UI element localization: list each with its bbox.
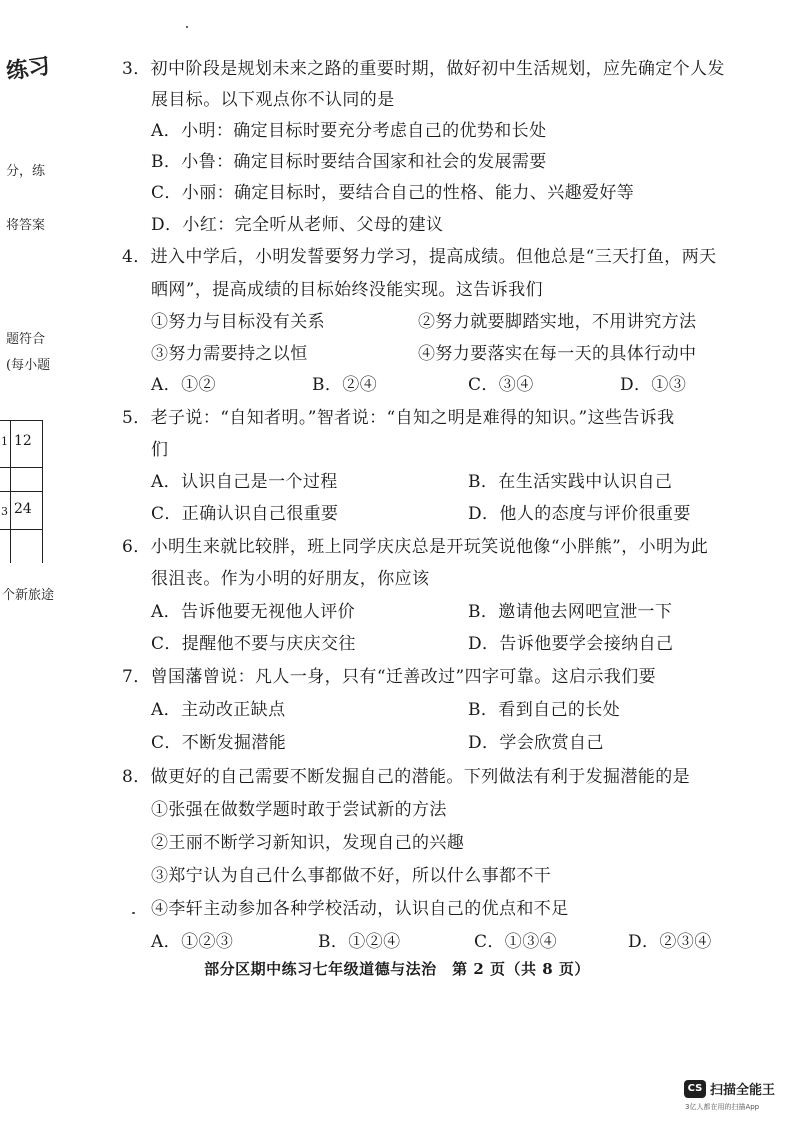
question-8-option-c: C．①③④ xyxy=(474,932,558,952)
question-4-statement: ②努力就要脚踏实地，不用讲究方法 xyxy=(418,312,697,332)
question-8-text: 8．做更好的自己需要不断发掘自己的潜能。下列做法有利于发掘潜能的是 xyxy=(122,767,691,787)
question-7-option-a: A．主动改正缺点 xyxy=(151,700,286,720)
table-cell: 12 xyxy=(14,433,32,449)
question-8-statement: ④李轩主动参加各种学校活动，认识自己的优点和不足 xyxy=(151,899,569,919)
question-7-option-b: B．看到自己的长处 xyxy=(468,700,621,720)
question-3-option-a: A．小明：确定目标时要充分考虑自己的优势和长处 xyxy=(151,121,547,141)
question-8-option-a: A．①②③ xyxy=(151,932,234,952)
question-4-statement: ④努力要落实在每一天的具体行动中 xyxy=(418,344,697,364)
scanner-tagline: 3亿人都在用的扫描App xyxy=(685,1103,760,1111)
page-footer: 部分区期中练习七年级道德与法治 第 2 页（共 8 页） xyxy=(204,960,590,978)
margin-text-fragment: 将答案 xyxy=(6,218,46,233)
question-4-option-a: A．①② xyxy=(151,375,216,395)
question-6-text: 很沮丧。作为小明的好朋友，你应该 xyxy=(151,569,430,589)
question-3-option-c: C．小丽：确定目标时，要结合自己的性格、能力、兴趣爱好等 xyxy=(151,183,635,203)
question-8-statement: ②王丽不断学习新知识，发现自己的兴趣 xyxy=(151,833,465,853)
question-8-option-b: B．①②④ xyxy=(318,932,401,952)
question-4-option-c: C．③④ xyxy=(468,375,534,395)
question-5-option-a: A．认识自己是一个过程 xyxy=(151,472,338,492)
question-4-option-d: D．①③ xyxy=(620,375,687,395)
question-5-option-d: D．他人的态度与评价很重要 xyxy=(468,504,691,524)
question-7-option-c: C．不断发掘潜能 xyxy=(151,733,287,753)
question-8-statement: ③郑宁认为自己什么事都做不好，所以什么事都不干 xyxy=(151,866,552,886)
question-6-text: 6．小明生来就比较胖，班上同学庆庆总是开玩笑说他像“小胖熊”，小明为此 xyxy=(122,537,709,557)
question-5-text: 们 xyxy=(151,440,169,460)
question-8-statement: ①张强在做数学题时敢于尝试新的方法 xyxy=(151,800,447,820)
question-5-text: 5．老子说：“自知者明。”智者说：“自知之明是难得的知识。”这些告诉我 xyxy=(122,408,675,428)
question-4-statement: ③努力需要持之以恒 xyxy=(151,344,308,364)
question-7-text: 7．曾国藩曾说：凡人一身，只有“迁善改过”四字可靠。这启示我们要 xyxy=(122,667,656,687)
question-8-option-d: D．②③④ xyxy=(628,932,712,952)
question-6-option-b: B．邀请他去网吧宣泄一下 xyxy=(468,602,673,622)
score-table-fragment xyxy=(0,420,43,563)
margin-text-fragment: (每小题 xyxy=(6,358,51,373)
question-4-statement: ①努力与目标没有关系 xyxy=(151,312,325,332)
margin-title-fragment: 练习 xyxy=(4,53,52,85)
question-4-text: 晒网”，提高成绩的目标始终没能实现。这告诉我们 xyxy=(151,280,543,300)
scanner-app-name: 扫描全能王 xyxy=(710,1083,776,1098)
question-3-text: 展目标。以下观点你不认同的是 xyxy=(151,90,395,110)
table-cell: 24 xyxy=(14,501,32,517)
margin-text-fragment: 题符合 xyxy=(6,332,46,347)
question-4-option-b: B．②④ xyxy=(312,375,378,395)
question-3-option-b: B．小鲁：确定目标时要结合国家和社会的发展需要 xyxy=(151,152,547,172)
question-6-option-a: A．告诉他要无视他人评价 xyxy=(151,602,356,622)
question-3-option-d: D．小红：完全听从老师、父母的建议 xyxy=(151,215,444,235)
question-4-text: 4．进入中学后，小明发誓要努力学习，提高成绩。但他总是“三天打鱼，两天 xyxy=(122,247,717,267)
question-6-option-d: D．告诉他要学会接纳自己 xyxy=(468,634,674,654)
question-5-option-b: B．在生活实践中认识自己 xyxy=(468,472,673,492)
margin-text-fragment: 个新旅途 xyxy=(2,588,55,603)
margin-text-fragment: 分，练 xyxy=(6,164,46,179)
question-7-option-d: D．学会欣赏自己 xyxy=(468,733,604,753)
question-6-option-c: C．提醒他不要与庆庆交往 xyxy=(151,634,356,654)
question-3-text: 3．初中阶段是规划未来之路的重要时期，做好初中生活规划，应先确定个人发 xyxy=(122,59,725,79)
table-cell: 3 xyxy=(1,505,8,518)
scanner-watermark xyxy=(684,1072,794,1116)
question-5-option-c: C．正确认识自己很重要 xyxy=(151,504,339,524)
scanner-logo-icon: CS xyxy=(684,1080,706,1098)
table-cell: 1 xyxy=(1,435,8,448)
